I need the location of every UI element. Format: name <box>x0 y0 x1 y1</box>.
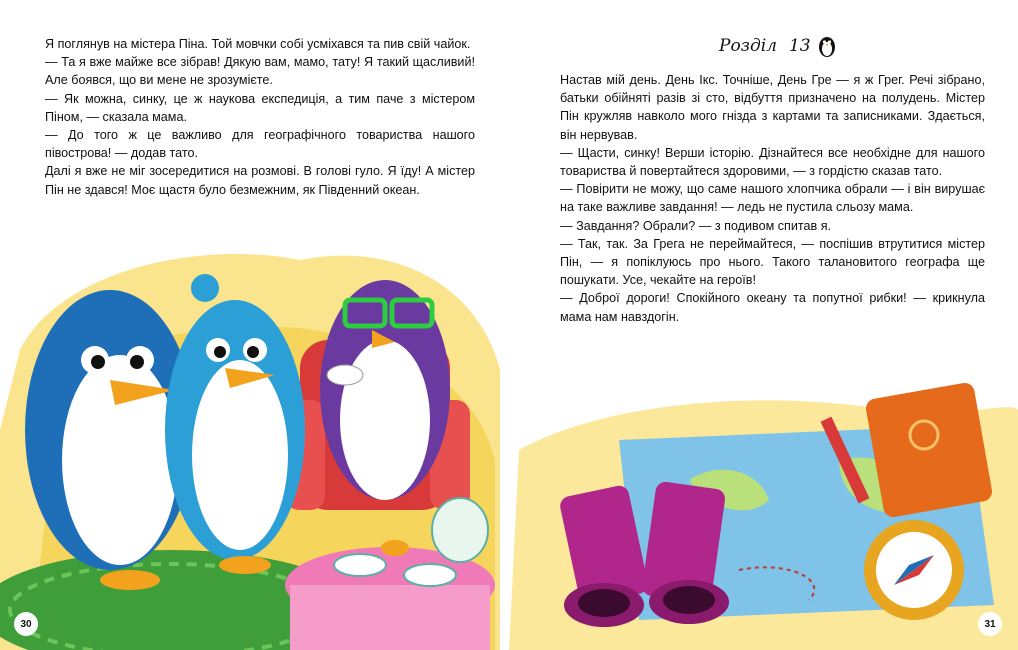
penguin-family-illustration <box>0 230 509 650</box>
paragraph: — Повірити не можу, що саме нашого хлопчика обрали — і він вирушає на таке важливе завдання! — ледь не пустила сльозу мама. <box>560 182 985 215</box>
paragraph: — До того ж це важливо для географічного товариства нашого півострова! — додав тато. <box>45 128 475 161</box>
travel-gear-illustration <box>509 370 1018 650</box>
compass <box>864 520 964 620</box>
paragraph: — Та я вже майже все зібрав! Дякую вам, мамо, тату! Я такий щасливий! Але боявся, що ви мене не зрозумієте. <box>45 55 475 88</box>
paragraph: — Доброї дороги! Спокійного океану та попутної рибки! — крикнула мама нам навздогін. <box>560 291 985 324</box>
chapter-number: 13 <box>788 36 811 56</box>
paragraph: Далі я вже не міг зосередитися на розмові. В голові гуло. Я їду! А містер Пін не здався! Моє щастя було безмежним, як Південний океан. <box>45 164 475 197</box>
page-number: 30 <box>14 612 38 636</box>
paragraph: Настав мій день. День Ікс. Точніше, День Гре — я ж Грег. Речі зібрано, батьки обійняті разів зі сто, відбуття призначено на полудень. Містер Пін кружляв навколо мого гнізда з картами та записниками. Здається, він нервував. <box>560 73 985 142</box>
notebook <box>864 381 993 518</box>
teapot <box>432 498 488 562</box>
penguin-icon <box>817 34 837 58</box>
paragraph: — Завдання? Обрали? — з подивом спитав я. <box>560 218 832 233</box>
paragraph: — Як можна, синку, це ж наукова експедиція, а тим паче з містером Піном, — сказала мама. <box>45 91 475 124</box>
paragraph: — Щасти, синку! Верши історію. Дізнайтеся все необхідне для нашого товариства й повертайтеся здоровими, — з гордістю сказав тато. <box>560 145 985 179</box>
chapter-heading <box>719 34 837 58</box>
right-page-text <box>560 71 985 326</box>
paragraph: — Так, так. За Грега не переймайтеся, — поспішив втрутитися містер Пін, — я попіклуюсь про нього. Такого талановитого географа ще пошукати. Усе, чекайте на героїв! <box>560 236 985 288</box>
page-number: 31 <box>978 612 1002 636</box>
chapter-label: Розділ <box>719 36 777 56</box>
paragraph: Я поглянув на містера Піна. Той мовчки собі усміхався та пив свій чайок. <box>45 37 471 51</box>
right-page <box>509 0 1018 650</box>
left-page-text <box>45 35 475 199</box>
